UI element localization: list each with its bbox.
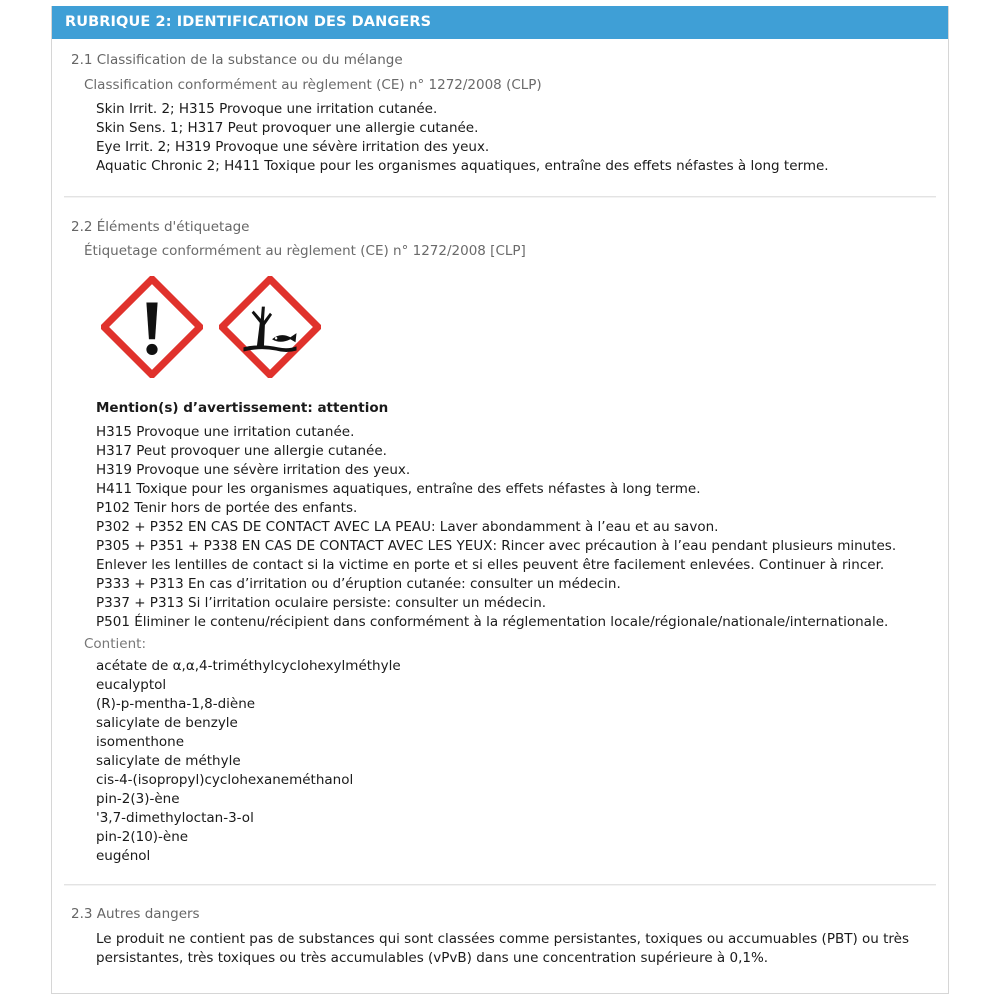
contains-label: Contient:	[84, 636, 146, 652]
ingredient-item: acétate de α,α,4-triméthylcyclohexylméthyle	[96, 658, 401, 674]
hazard-statement: H319 Provoque une sévère irritation des yeux.	[96, 462, 411, 478]
ingredient-item: (R)-p-mentha-1,8-diène	[96, 696, 256, 712]
pictogram-row	[101, 276, 321, 378]
precaution-statement: P333 + P313 En cas d’irritation ou d’éruption cutanée: consulter un médecin.	[96, 576, 621, 592]
ingredient-item: cis-4-(isopropyl)cyclohexaneméthanol	[96, 772, 354, 788]
precaution-statement: P305 + P351 + P338 EN CAS DE CONTACT AVEC LES YEUX: Rincer avec précaution à l’eau pendant plusieurs minutes.	[96, 538, 897, 554]
other-hazards-title: 2.3 Autres dangers	[71, 906, 200, 922]
precaution-statement: P501 Éliminer le contenu/récipient dans conformément à la réglementation locale/régionale/nationale/internationale.	[96, 614, 889, 630]
ingredient-item: eugénol	[96, 848, 151, 864]
classification-line: Aquatic Chronic 2; H411 Toxique pour les organismes aquatiques, entraîne des effets néfastes à long terme.	[96, 158, 829, 174]
hazard-statement: H317 Peut provoquer une allergie cutanée.	[96, 443, 387, 459]
labelling-title: 2.2 Éléments d'étiquetage	[71, 219, 250, 235]
hazard-statement: H315 Provoque une irritation cutanée.	[96, 424, 355, 440]
section-divider	[64, 196, 936, 197]
labelling-subtitle: Étiquetage conformément au règlement (CE) n° 1272/2008 [CLP]	[84, 243, 526, 259]
precaution-statement: Enlever les lentilles de contact si la victime en porte et si elles peuvent être facilement enlevées. Continuer à rincer.	[96, 557, 885, 573]
signal-word: Mention(s) d’avertissement: attention	[96, 400, 389, 416]
classification-subtitle: Classification conformément au règlement (CE) n° 1272/2008 (CLP)	[84, 77, 542, 93]
section-header: RUBRIQUE 2: IDENTIFICATION DES DANGERS	[52, 6, 948, 39]
environment-icon	[219, 276, 321, 378]
classification-line: Skin Irrit. 2; H315 Provoque une irritation cutanée.	[96, 101, 438, 117]
ingredient-item: pin-2(10)-ène	[96, 829, 189, 845]
classification-line: Skin Sens. 1; H317 Peut provoquer une allergie cutanée.	[96, 120, 479, 136]
other-hazards-text: Le produit ne contient pas de substances qui sont classées comme persistantes, toxiques ou accumuables (PBT) ou très persistantes, très toxiques ou très accumulables (vPvB) dans une concentration supérieure à 0,1%.	[96, 931, 910, 966]
precaution-statement: P102 Tenir hors de portée des enfants.	[96, 500, 358, 516]
ingredient-item: '3,7-dimethyloctan-3-ol	[96, 810, 254, 826]
hazard-section-panel	[51, 6, 949, 994]
hazard-statement: H411 Toxique pour les organismes aquatiques, entraîne des effets néfastes à long terme.	[96, 481, 701, 497]
precaution-statement: P337 + P313 Si l’irritation oculaire persiste: consulter un médecin.	[96, 595, 547, 611]
ingredient-item: salicylate de méthyle	[96, 753, 241, 769]
classification-title: 2.1 Classification de la substance ou du mélange	[71, 52, 403, 68]
ingredient-item: isomenthone	[96, 734, 185, 750]
ingredient-item: eucalyptol	[96, 677, 167, 693]
exclamation-mark-icon	[101, 276, 203, 378]
section-divider	[64, 884, 936, 885]
ingredient-item: pin-2(3)-ène	[96, 791, 180, 807]
classification-line: Eye Irrit. 2; H319 Provoque une sévère irritation des yeux.	[96, 139, 490, 155]
precaution-statement: P302 + P352 EN CAS DE CONTACT AVEC LA PEAU: Laver abondamment à l’eau et au savon.	[96, 519, 719, 535]
ingredient-item: salicylate de benzyle	[96, 715, 238, 731]
